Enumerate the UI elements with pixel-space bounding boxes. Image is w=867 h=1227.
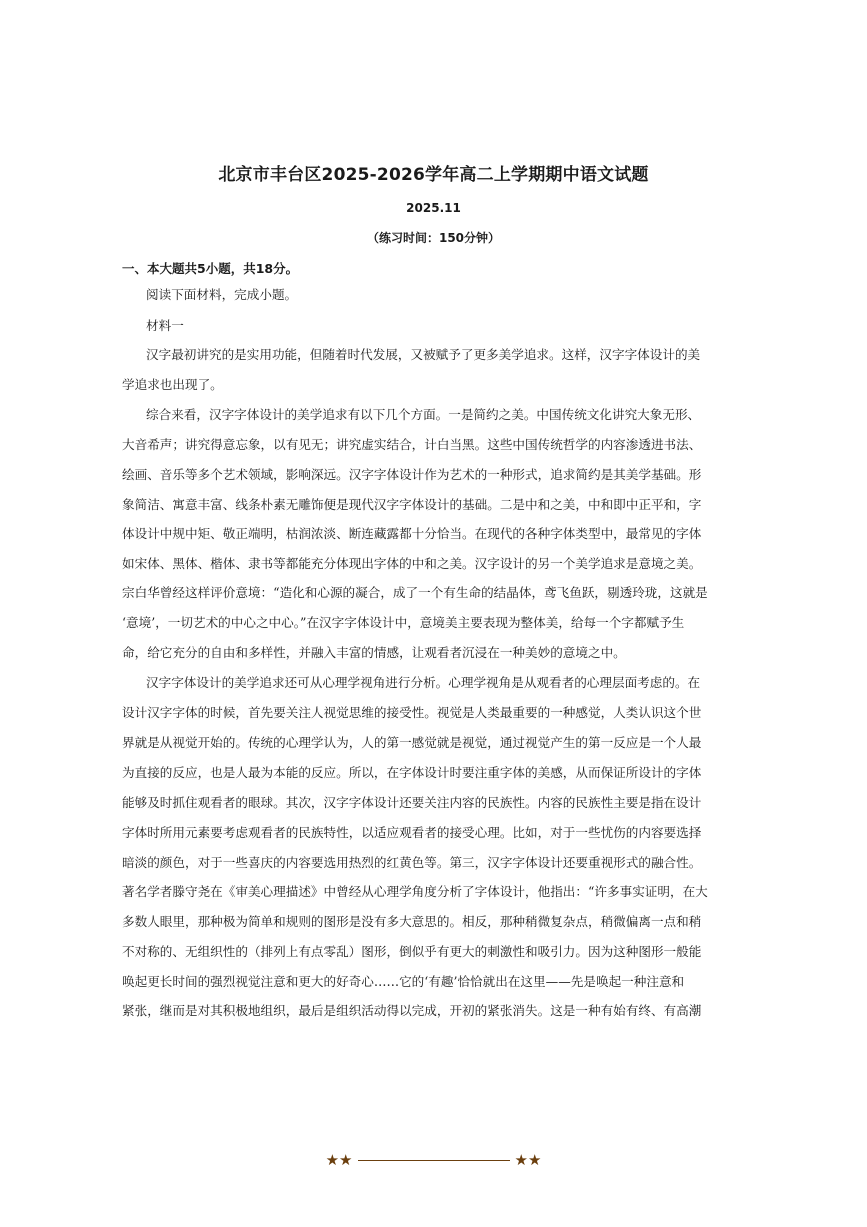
paragraph-line: 为直接的反应，也是人最为本能的反应。所以，在字体设计时要注重字体的美感，从而保证所设计的字体: [122, 765, 702, 780]
paragraph-line: 象简洁、寓意丰富、线条朴素无雕饰便是现代汉字字体设计的基础。二是中和之美，中和即中正平和，字: [122, 497, 702, 512]
paragraph-line: 综合来看，汉字字体设计的美学追求有以下几个方面。一是简约之美。中国传统文化讲究大象无形、: [146, 407, 701, 422]
paragraph-line: 汉字最初讲究的是实用功能，但随着时代发展，又被赋予了更多美学追求。这样，汉字字体设计的美: [146, 347, 701, 362]
paragraph-line: 能够及时抓住观看者的眼球。其次，汉字字体设计还要关注内容的民族性。内容的民族性主要是指在设计: [122, 795, 702, 810]
paragraph-line: 不对称的、无组织性的（排列上有点零乱）图形，倒似乎有更大的刺激性和吸引力。因为这种图形一般能: [122, 944, 702, 959]
paragraph-line: 汉字字体设计的美学追求还可从心理学视角进行分析。心理学视角是从观看者的心理层面考虑的。在: [146, 675, 701, 690]
paragraph-line: 学追求也出现了。: [122, 377, 223, 392]
exam-time-note: （练习时间：150分钟）: [366, 231, 501, 245]
paragraph-line: 字体时所用元素要考虑观看者的民族特性，以适应观看者的接受心理。比如，对于一些忧伤的内容要选择: [122, 825, 702, 840]
paragraph-line: 著名学者滕守尧在《审美心理描述》中曾经从心理学角度分析了字体设计，他指出：“许多事实证明，在大: [122, 884, 708, 899]
page-footer-ornament: [0, 1150, 867, 1169]
paragraph-line: ‘意境’，一切艺术的中心之中心。”在汉字字体设计中，意境美主要表现为整体美，给每一个字都赋予生: [122, 615, 685, 630]
paragraph-line: 紧张，继而是对其积极地组织，最后是组织活动得以完成，开初的紧张消失。这是一种有始有终、有高潮: [122, 1003, 702, 1018]
instruction-line: 阅读下面材料，完成小题。: [146, 287, 298, 302]
paragraph-line: 宗白华曾经这样评价意境：“造化和心源的凝合，成了一个有生命的结晶体，鸢飞鱼跃，剔透玲珑，这就是: [122, 585, 708, 600]
paragraph-line: 界就是从视觉开始的。传统的心理学认为，人的第一感觉就是视觉，通过视觉产生的第一反应是一个人最: [122, 735, 702, 750]
star-icon: ★★: [514, 1151, 542, 1169]
footer-divider: [358, 1160, 510, 1161]
document-date: 2025.11: [406, 201, 461, 215]
paragraph-line: 多数人眼里，那种极为简单和规则的图形是没有多大意思的。相反，那种稍微复杂点，稍微偏离一点和稍: [122, 914, 702, 929]
paragraph-line: 唤起更长时间的强烈视觉注意和更大的好奇心……它的‘有趣’恰恰就出在这里——先是唤起一种注意和: [122, 974, 685, 989]
material-label: 材料一: [146, 318, 184, 333]
paragraph-line: 如宋体、黑体、楷体、隶书等都能充分体现出字体的中和之美。汉字设计的另一个美学追求是意境之美。: [122, 556, 702, 571]
section-heading: 一、本大题共5小题，共18分。: [122, 261, 299, 276]
paragraph-line: 设计汉字字体的时候，首先要关注人视觉思维的接受性。视觉是人类最重要的一种感觉，人类认识这个世: [122, 705, 702, 720]
paragraph-line: 命，给它充分的自由和多样性，并融入丰富的情感，让观看者沉浸在一种美妙的意境之中。: [122, 645, 626, 660]
paragraph-line: 绘画、音乐等多个艺术领域，影响深远。汉字字体设计作为艺术的一种形式，追求简约是其美学基础。形: [122, 467, 702, 482]
paragraph-line: 大音希声；讲究得意忘象，以有见无；讲究虚实结合，计白当黑。这些中国传统哲学的内容渗透进书法、: [122, 437, 702, 452]
document-title: 北京市丰台区2025-2026学年高二上学期期中语文试题: [218, 165, 649, 185]
paragraph-line: 体设计中规中矩、敬正端明，枯润浓淡、断连藏露都十分恰当。在现代的各种字体类型中，最常见的字体: [122, 526, 702, 541]
paragraph-line: 暗淡的颜色，对于一些喜庆的内容要选用热烈的红黄色等。第三，汉字字体设计还要重视形式的融合性。: [122, 855, 702, 870]
star-icon: ★★: [325, 1151, 353, 1169]
